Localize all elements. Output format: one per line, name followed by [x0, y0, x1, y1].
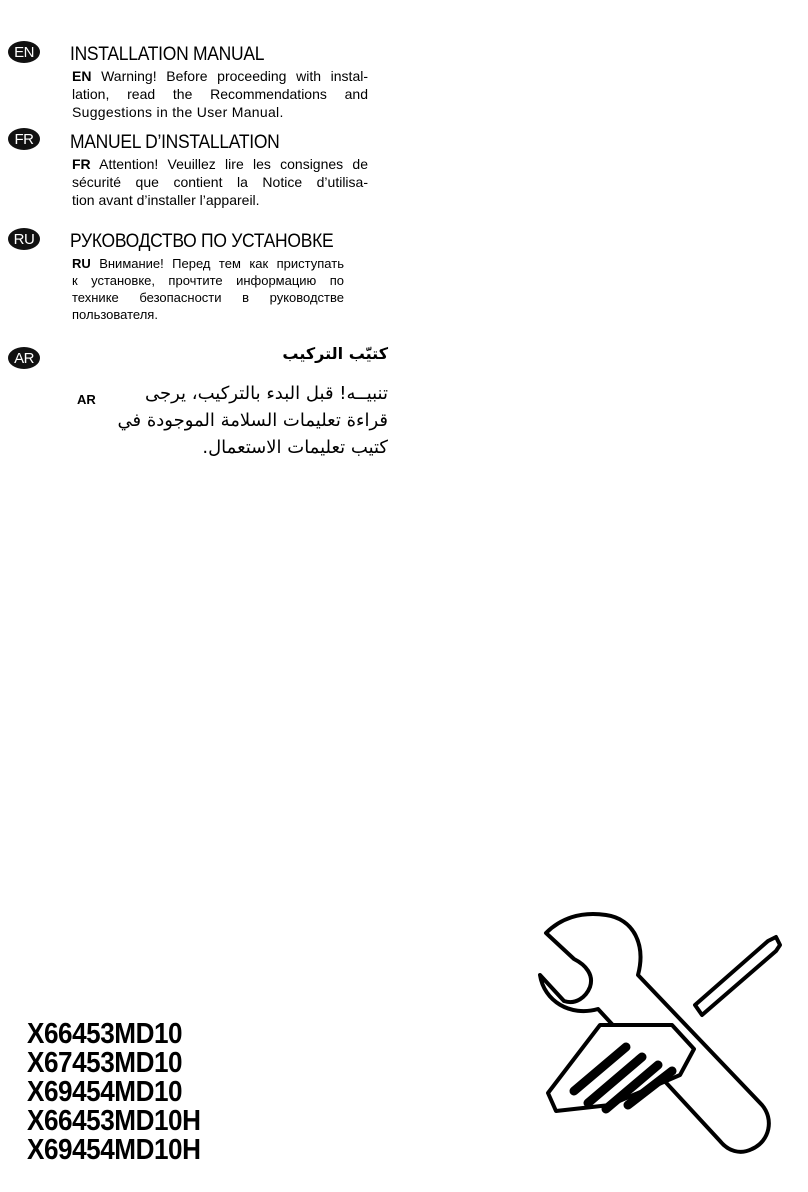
model-number: X66453MD10 — [27, 1018, 183, 1050]
model-number: X69454MD10H — [27, 1134, 201, 1166]
warning-line: пользователя. — [72, 307, 158, 322]
model-list — [27, 1020, 201, 1165]
warning-line — [72, 67, 368, 85]
warning-text: Внимание! Перед тем как приступать — [99, 256, 344, 271]
language-badge-en: EN — [8, 41, 40, 63]
section-title-ar: كتيّب التركيب — [282, 344, 388, 363]
language-badge-ru: RU — [8, 228, 40, 250]
language-code: RU — [72, 256, 91, 271]
warning-paragraph-ru — [72, 255, 344, 323]
language-code: EN — [72, 68, 92, 84]
language-badge-fr: FR — [8, 128, 40, 150]
model-number: X66453MD10H — [27, 1105, 201, 1137]
section-title-en: INSTALLATION MANUAL — [70, 44, 265, 65]
language-code: AR — [77, 392, 96, 407]
warning-paragraph-fr — [72, 155, 368, 209]
warning-text: Attention! Veuillez lire les consignes de — [99, 156, 368, 172]
warning-paragraph-en — [72, 67, 368, 121]
warning-line — [72, 255, 344, 272]
warning-line — [72, 155, 368, 173]
warning-line: تنبيــه! قبل البدء بالتركيب، يرجى — [145, 383, 388, 404]
warning-line: lation, read the Recommendations and — [72, 86, 368, 102]
warning-line: к установке, прочтите информацию по — [72, 273, 344, 288]
model-number: X67453MD10 — [27, 1047, 183, 1079]
warning-line: كتيب تعليمات الاستعمال. — [202, 437, 388, 458]
section-title-ru: РУКОВОДСТВО ПО УСТАНОВКЕ — [70, 231, 334, 252]
warning-text: Warning! Before proceeding with instal- — [101, 68, 368, 84]
section-title-fr: MANUEL D’INSTALLATION — [70, 132, 280, 153]
language-code: FR — [72, 156, 91, 172]
model-number: X69454MD10 — [27, 1076, 183, 1108]
warning-line: технике безопасности в руководстве — [72, 290, 344, 305]
warning-line: Suggestions in the User Manual. — [72, 104, 284, 120]
language-badge-ar: AR — [8, 347, 40, 369]
warning-paragraph-ar — [98, 380, 388, 461]
wrench-screwdriver-icon — [530, 905, 800, 1165]
warning-line: sécurité que contient la Notice d’utilisa- — [72, 174, 368, 190]
warning-line: قراءة تعليمات السلامة الموجودة في — [117, 410, 388, 431]
warning-line: tion avant d’installer l’appareil. — [72, 192, 260, 208]
